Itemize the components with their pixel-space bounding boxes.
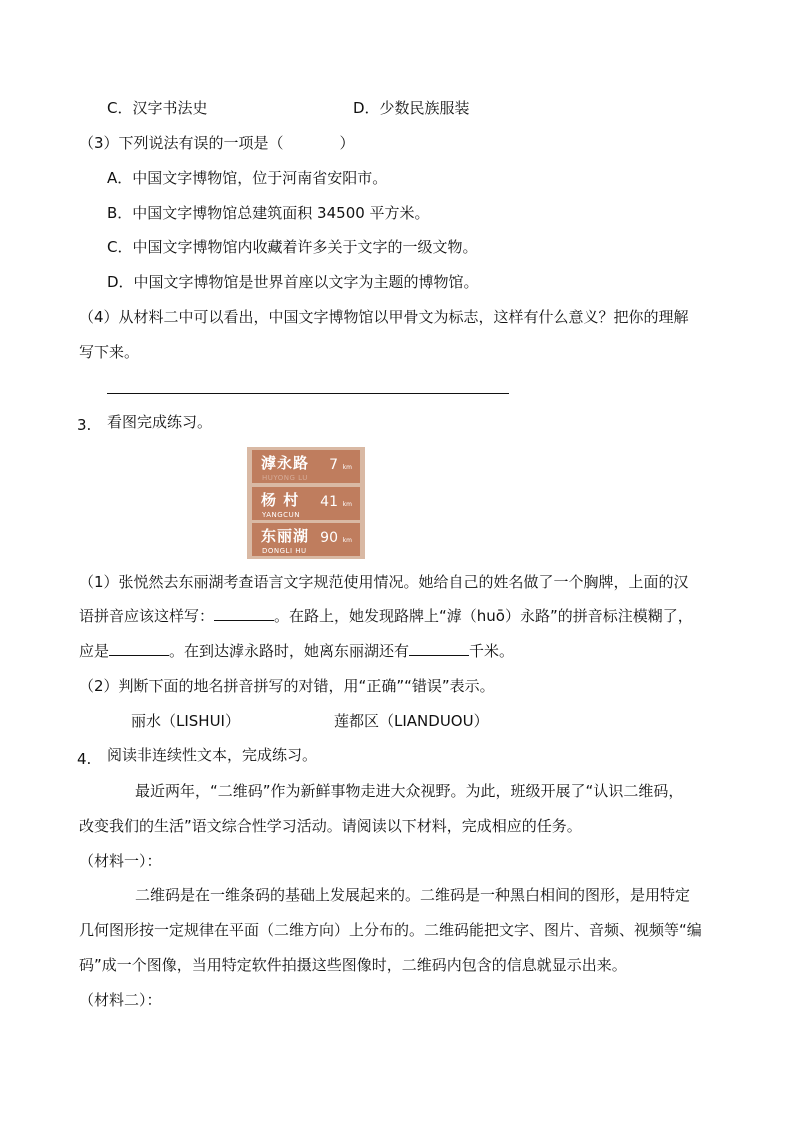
section-3-number: 3. — [77, 416, 92, 434]
part-1-text: 千米。 — [469, 642, 515, 660]
distance-blank[interactable] — [409, 641, 469, 656]
road-pinyin-blank[interactable] — [109, 641, 169, 656]
sign-pinyin-blurred: HUYONG LU — [262, 474, 308, 482]
material-1-heading: （材料一）： — [79, 852, 162, 870]
section-4-number: 4. — [77, 750, 92, 768]
option-d-line: D．少数民族服装 — [353, 99, 470, 117]
option-c: C．中国文字博物馆内收藏着许多关于文字的一级文物。 — [107, 238, 478, 256]
intro-line2: 改变我们的生活”语文综合性学习活动。请阅读以下材料，完成相应的任务。 — [79, 817, 582, 835]
question-3-close: ） — [339, 134, 355, 152]
part-1-line1: （1）张悦然去东丽湖考查语言文字规范使用情况。她给自己的姓名做了一个胸牌，上面的汉 — [79, 573, 689, 591]
question-4-line1: （4）从材料二中可以看出，中国文字博物馆以甲骨文为标志，这样有什么意义？把你的理解 — [79, 308, 689, 326]
section-3-title: 看图完成练习。 — [107, 413, 213, 431]
option-d: D．中国文字博物馆是世界首座以文字为主题的博物馆。 — [107, 273, 479, 291]
sign-row — [252, 523, 360, 556]
sign-place: 滹永路 — [261, 454, 310, 472]
option-b: B．中国文字博物馆总建筑面积 34500 平方米。 — [107, 204, 430, 222]
place-lishui: 丽水（LISHUI） — [131, 712, 240, 730]
question-4-line2: 写下来。 — [79, 343, 140, 361]
sign-place: 东丽湖 — [261, 527, 310, 545]
option-a: A．中国文字博物馆，位于河南省安阳市。 — [107, 169, 388, 187]
road-sign-image — [247, 447, 365, 559]
sign-unit: km — [342, 501, 352, 508]
sign-distance: 41 — [320, 494, 338, 510]
sign-row — [252, 487, 360, 520]
sign-row — [252, 450, 360, 483]
part-1-text: 。在路上，她发现路牌上“滹（huō）永路”的拼音标注模糊了， — [274, 607, 693, 625]
sign-unit: km — [342, 537, 352, 544]
material-1-line3: 码”成一个图像，当用特定软件拍摄这些图像时，二维码内包含的信息就显示出来。 — [79, 956, 627, 974]
sign-pinyin: DONGLI HU — [262, 547, 307, 555]
part-1-line3 — [79, 641, 514, 661]
sign-pinyin: YANGCUN — [262, 511, 300, 519]
question-3-text: （3）下列说法有误的一项是（ — [79, 134, 284, 152]
option-c-line: C．汉字书法史 — [107, 99, 208, 117]
part-2-stem: （2）判断下面的地名拼音拼写的对错，用“正确”“错误”表示。 — [79, 677, 495, 695]
part-1-text: 语拼音应该这样写： — [79, 607, 215, 625]
material-1-line2: 几何图形按一定规律在平面（二维方向）上分布的。二维码能把文字、图片、音频、视频等“编 — [79, 921, 702, 939]
material-2-heading: （材料二）： — [79, 991, 162, 1009]
part-1-text: 。在到达滹永路时，她离东丽湖还有 — [169, 642, 410, 660]
part-1-line2 — [79, 606, 693, 626]
intro-line1: 最近两年，“二维码”作为新鲜事物走进大众视野。为此，班级开展了“认识二维码， — [135, 782, 684, 800]
sign-unit: km — [342, 464, 352, 471]
section-4-title: 阅读非连续性文本，完成练习。 — [107, 746, 318, 764]
question-3-stem — [79, 133, 355, 153]
sign-distance: 7 — [329, 457, 338, 473]
material-1-line1: 二维码是在一维条码的基础上发展起来的。二维码是一种黑白相间的图形，是用特定 — [135, 886, 691, 904]
place-lianduqu: 莲都区（LIANDUOU） — [334, 712, 489, 730]
name-pinyin-blank[interactable] — [214, 606, 274, 621]
part-1-text: 应是 — [79, 642, 110, 660]
sign-distance: 90 — [320, 530, 338, 546]
sign-place: 杨 村 — [261, 491, 300, 509]
answer-line[interactable] — [107, 393, 509, 394]
